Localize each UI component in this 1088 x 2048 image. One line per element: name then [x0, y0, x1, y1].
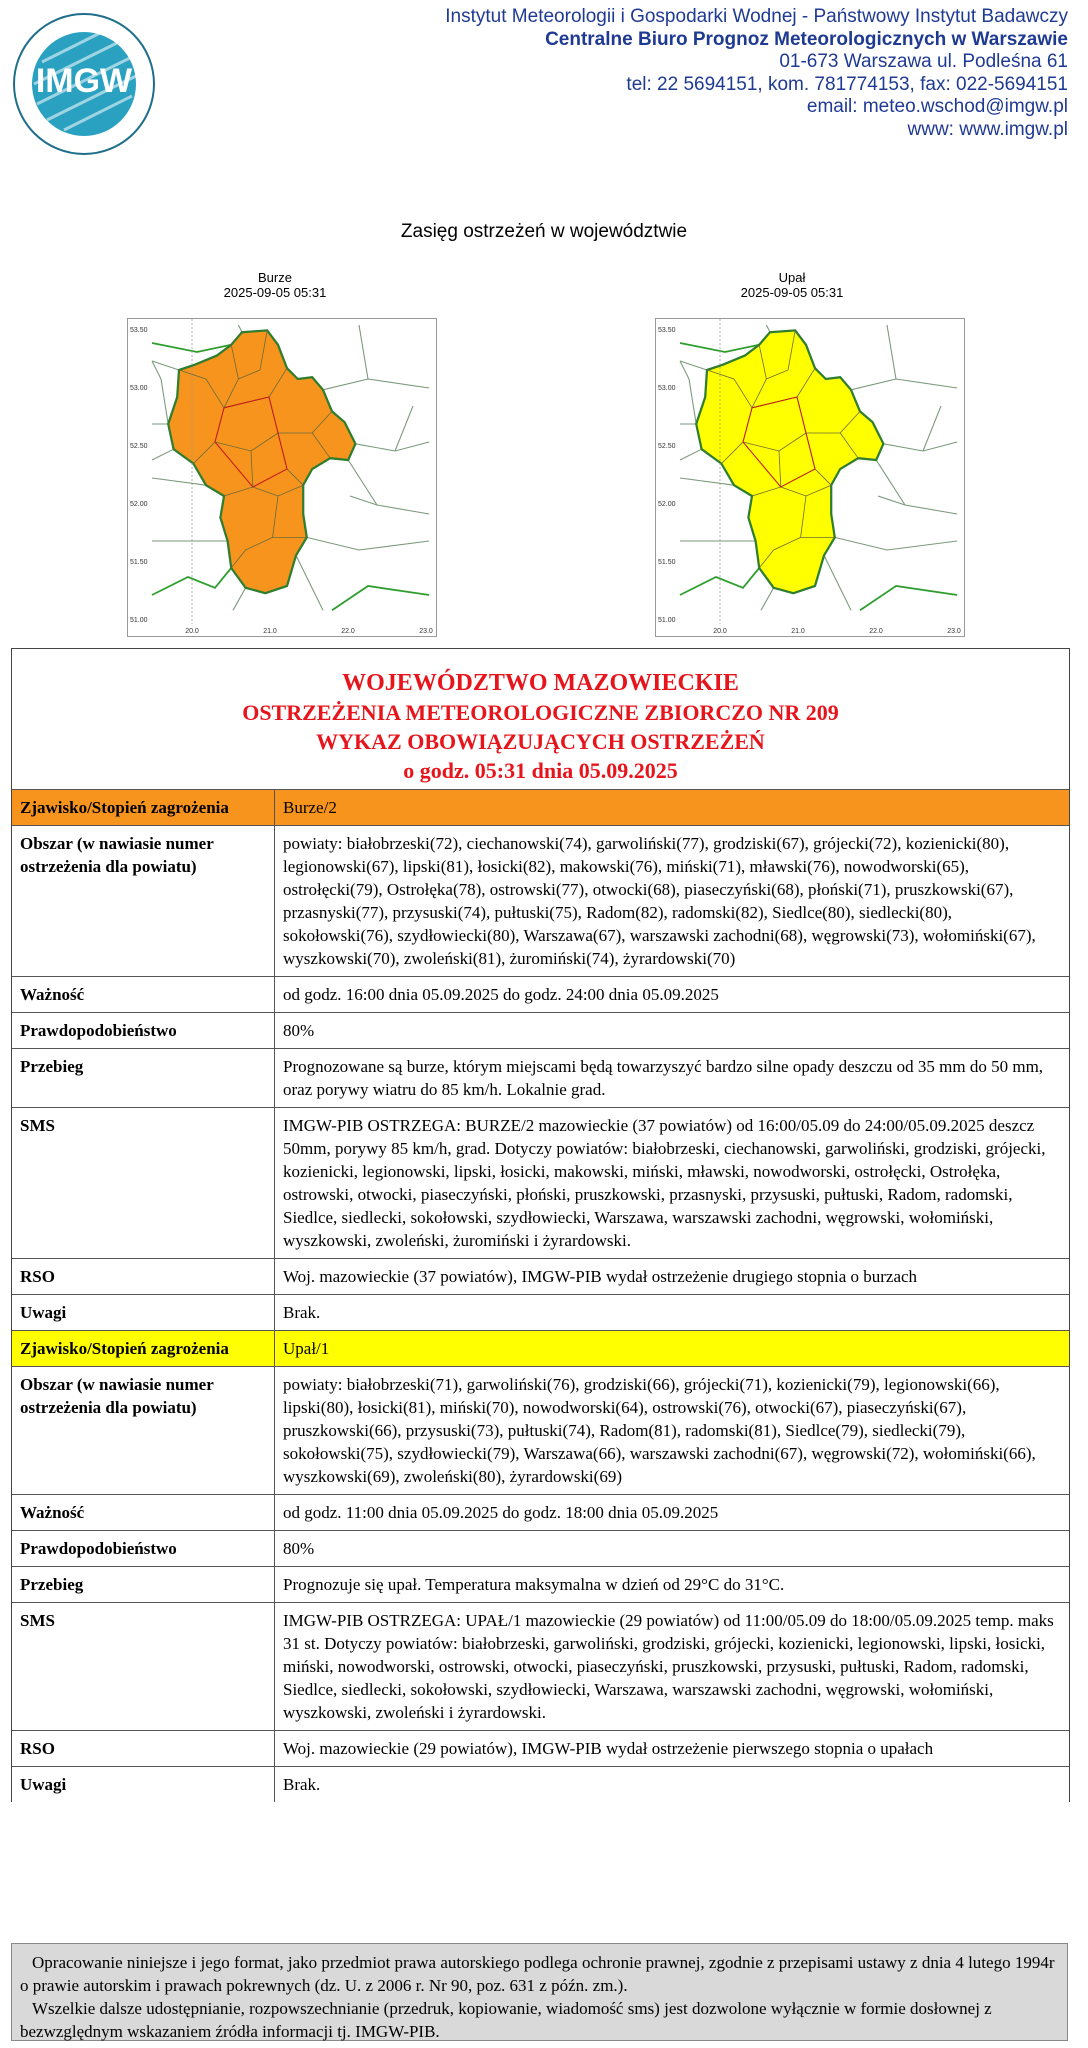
neighbour-border [348, 460, 429, 514]
area-label: Obszar (w nawiasie numer ostrzeżenia dla powiatu) [20, 1375, 214, 1417]
neighbour-border [152, 361, 168, 424]
sms-label: SMS [20, 1116, 55, 1135]
probability-value: 80% [274, 1013, 1069, 1048]
validity-row [12, 976, 1069, 1012]
area-value: powiaty: białobrzeski(71), garwoliński(76), grodziski(66), grójecki(71), kozienicki(79), legionowski(66), lipski(80), łosicki(81), miński(70), nowodworski(64), ostrowski(76), otwocki(67), piaseczyński(67), pruszkowski(66), przysuski(73), pułtuski(74), Radom(81), radomski(81), Siedlce(79), siedlecki(79), sokołowski(75), szydłowiecki(79), Warszawa(66), warszawski zachodni(67), węgrowski(72), wołomiński(66), wyszkowski(69), zwoleński(80), żyrardowski(69) [274, 1367, 1069, 1494]
y-tick-label: 52.00 [130, 501, 148, 508]
storm-map-name: Burze [258, 270, 292, 285]
maps-title: Zasięg ostrzeżeń w województwie [400, 221, 688, 242]
neighbour-border [883, 442, 957, 451]
validity-label: Ważność [20, 1503, 85, 1522]
copyright-footer [11, 1943, 1068, 2041]
area-label: Obszar (w nawiasie numer ostrzeżenia dla powiatu) [20, 834, 214, 876]
neighbour-border [680, 449, 702, 460]
probability-row [12, 1530, 1069, 1566]
rso-label: RSO [20, 1267, 55, 1286]
notes-label: Uwagi [20, 1303, 67, 1322]
neighbour-border [359, 325, 368, 379]
issue-time: o godz. 05:31 dnia 05.09.2025 [403, 758, 678, 783]
phenomenon-value: Upał/1 [274, 1331, 1069, 1366]
y-tick-label: 53.50 [658, 327, 676, 334]
neighbour-border [876, 460, 957, 514]
copyright-text: Opracowanie niniejsze i jego format, jako przedmiot prawa autorskiego podlega ochronie prawnej, zgodnie z przepisami ustawy z dnia 4 lutego 1994r o prawie autorskim i prawach pokrewnych (dz. U. z 2006 r. Nr 90, poz. 631 z późn. zm.). [20, 1953, 1055, 1995]
storm-map-caption [125, 270, 425, 300]
neighbour-border [152, 478, 206, 485]
area-row [12, 1366, 1069, 1494]
neighbour-border [233, 588, 246, 611]
neighbour-border [395, 406, 413, 451]
list-title: WYKAZ OBOWIĄZUJĄCYCH OSTRZEŻEŃ [316, 729, 765, 754]
neighbour-border [680, 478, 734, 485]
sms-row [12, 1602, 1069, 1730]
course-label: Przebieg [20, 1575, 84, 1594]
neighbour-border [152, 449, 174, 460]
y-tick-label: 53.00 [658, 385, 676, 392]
probability-row [12, 1012, 1069, 1048]
neighbour-border [680, 361, 696, 424]
heat-map-date: 2025-09-05 05:31 [740, 285, 844, 300]
course-row [12, 1048, 1069, 1107]
probability-label: Prawdopodobieństwo [20, 1539, 177, 1558]
rso-label: RSO [20, 1739, 55, 1758]
phenomenon-value: Burze/2 [274, 790, 1069, 825]
validity-label: Ważność [20, 985, 85, 1004]
y-tick-label: 53.00 [130, 385, 148, 392]
rso-row [12, 1730, 1069, 1766]
neighbour-border [824, 555, 851, 610]
x-tick-label: 20.0 [713, 628, 727, 635]
sms-value: IMGW-PIB OSTRZEGA: BURZE/2 mazowieckie (37 powiatów) od 16:00/05.09 do 24:00/05.09.2025 deszcz 50mm, porywy 85 km/h, grad. Dotyczy powiatów: białobrzeski, ciechanowski, garwoliński, grodziski, grójecki, kozienicki, legionowski, lipski, łosicki, makowski, miński, mławski, nowodworski, ostrołęcki, Ostrołęka, ostrowski, otwocki, piaseczyński, płoński, pruszkowski, przasnyski, przysuski, pułtuski, Radom, radomski, Siedlce, siedlecki, sokołowski, szydłowiecki, Warszawa, warszawski zachodni, węgrowski, wołomiński, wyszkowski, zwoleński, żuromiński i żyrardowski. [274, 1108, 1069, 1258]
phone: tel: 22 5694151, kom. 781774153, fax: 022-5694151 [626, 73, 1068, 95]
y-tick-label: 51.00 [658, 617, 676, 624]
voivodeship-area [168, 330, 355, 593]
x-tick-label: 21.0 [263, 628, 277, 635]
y-tick-label: 51.50 [658, 559, 676, 566]
validity-value: od godz. 16:00 dnia 05.09.2025 do godz. 24:00 dnia 05.09.2025 [274, 977, 1069, 1012]
neighbour-border [878, 496, 905, 505]
x-tick-label: 22.0 [869, 628, 883, 635]
x-tick-label: 21.0 [791, 628, 805, 635]
rso-value: Woj. mazowieckie (37 powiatów), IMGW-PIB wydał ostrzeżenie drugiego stopnia o burzach [274, 1259, 1069, 1294]
storm-map-date: 2025-09-05 05:31 [223, 285, 327, 300]
redistribution-text: Wszelkie dalsze udostępnianie, rozpowszechnianie (przedruk, kopiowanie, wiadomość sms) jest dozwolone wyłącznie w formie dosłownej z bezwzględnym wskazaniem źródła informacji tj. IMGW-PIB. [20, 1999, 992, 2041]
voivodeship-title: WOJEWÓDZTWO MAZOWIECKIE [342, 670, 739, 696]
course-label: Przebieg [20, 1057, 84, 1076]
sms-label: SMS [20, 1611, 55, 1630]
x-tick-label: 20.0 [185, 628, 199, 635]
neighbour-border [296, 555, 323, 610]
x-tick-label: 23.0 [947, 628, 961, 635]
website: www: www.imgw.pl [907, 118, 1068, 140]
area-value: powiaty: białobrzeski(72), ciechanowski(74), garwoliński(77), grodziski(67), grójecki(72), kozienicki(80), legionowski(67), lipski(81), łosicki(82), makowski(76), miński(71), mławski(76), nowodworski(65), ostrołęcki(79), Ostrołęka(78), ostrowski(77), otwocki(68), piaseczyński(68), płoński(71), pruszkowski(67), przasnyski(77), przysuski(74), pułtuski(75), Radom(82), radomski(82), Siedlce(80), siedlecki(80), sokołowski(76), szydłowiecki(80), Warszawa(67), warszawski zachodni(68), węgrowski(73), wołomiński(67), wyszkowski(70), zwoleński(81), żuromiński(74), żyrardowski(70) [274, 826, 1069, 976]
notes-row [12, 1766, 1069, 1802]
institute-name: Instytut Meteorologii i Gospodarki Wodnej - Państwowy Instytut Badawczy [445, 6, 1068, 27]
course-row [12, 1566, 1069, 1602]
imgw-logo [12, 12, 156, 156]
heat-warning-map [655, 318, 965, 637]
heat-map-name: Upał [778, 270, 806, 285]
y-tick-label: 52.00 [658, 501, 676, 508]
validity-value: od godz. 11:00 dnia 05.09.2025 do godz. 18:00 dnia 05.09.2025 [274, 1495, 1069, 1530]
bureau-name: Centralne Biuro Prognoz Meteorologicznych w Warszawie [545, 28, 1068, 50]
y-tick-label: 51.50 [130, 559, 148, 566]
neighbour-border [851, 379, 957, 390]
storm-warning-map [127, 318, 437, 637]
y-tick-label: 53.50 [130, 327, 148, 334]
notes-label: Uwagi [20, 1775, 67, 1794]
y-tick-label: 52.50 [130, 443, 148, 450]
neighbour-border [835, 537, 957, 550]
course-value: Prognozowane są burze, którym miejscami będą towarzyszyć bardzo silne opady deszczu od 35 mm do 50 mm, oraz porywy wiatru do 85 km/h. Lokalnie grad. [274, 1049, 1069, 1107]
notes-value: Brak. [274, 1295, 1069, 1330]
bulletin-title: OSTRZEŻENIA METEOROLOGICZNE ZBIORCZO NR 209 [242, 700, 839, 725]
probability-label: Prawdopodobieństwo [20, 1021, 177, 1040]
institute-header [445, 6, 1068, 141]
sms-row [12, 1107, 1069, 1258]
warning-sheet [11, 648, 1070, 1802]
y-tick-label: 51.00 [130, 617, 148, 624]
neighbour-border [887, 325, 896, 379]
notes-row [12, 1294, 1069, 1330]
neighbour-border [307, 537, 429, 550]
x-tick-label: 23.0 [419, 628, 433, 635]
validity-row [12, 1494, 1069, 1530]
logo-text: IMGW [35, 62, 133, 100]
phenomenon-row [12, 1330, 1069, 1366]
area-row [12, 825, 1069, 976]
notes-value: Brak. [274, 1767, 1069, 1802]
course-value: Prognozuje się upał. Temperatura maksymalna w dzień od 29°C do 31°C. [274, 1567, 1069, 1602]
sheet-header [12, 649, 1069, 789]
neighbour-border [350, 496, 377, 505]
neighbour-border [923, 406, 941, 451]
x-tick-label: 22.0 [341, 628, 355, 635]
neighbour-border [355, 442, 429, 451]
neighbour-border [323, 379, 429, 390]
heat-map-caption [642, 270, 942, 300]
email: email: meteo.wschod@imgw.pl [806, 96, 1068, 117]
phenomenon-label: Zjawisko/Stopień zagrożenia [20, 798, 229, 817]
y-tick-label: 52.50 [658, 443, 676, 450]
voivodeship-area [696, 330, 883, 593]
address: 01-673 Warszawa ul. Podleśna 61 [779, 51, 1068, 72]
probability-value: 80% [274, 1531, 1069, 1566]
rso-value: Woj. mazowieckie (29 powiatów), IMGW-PIB wydał ostrzeżenie pierwszego stopnia o upałach [274, 1731, 1069, 1766]
sms-value: IMGW-PIB OSTRZEGA: UPAŁ/1 mazowieckie (29 powiatów) od 11:00/05.09 do 18:00/05.09.2025 temp. maks 31 st. Dotyczy powiatów: białobrzeski, garwoliński, grodziski, grójecki, kozienicki, legionowski, lipski, łosicki, miński, nowodworski, ostrowski, otwocki, piaseczyński, pruszkowski, przysuski, pułtuski, Radom, radomski, Siedlce, siedlecki, sokołowski, szydłowiecki, Warszawa, warszawski zachodni, węgrowski, wołomiński, wyszkowski, zwoleński i żyrardowski. [274, 1603, 1069, 1730]
phenomenon-row [12, 789, 1069, 825]
rso-row [12, 1258, 1069, 1294]
phenomenon-label: Zjawisko/Stopień zagrożenia [20, 1339, 229, 1358]
neighbour-border [761, 588, 774, 611]
